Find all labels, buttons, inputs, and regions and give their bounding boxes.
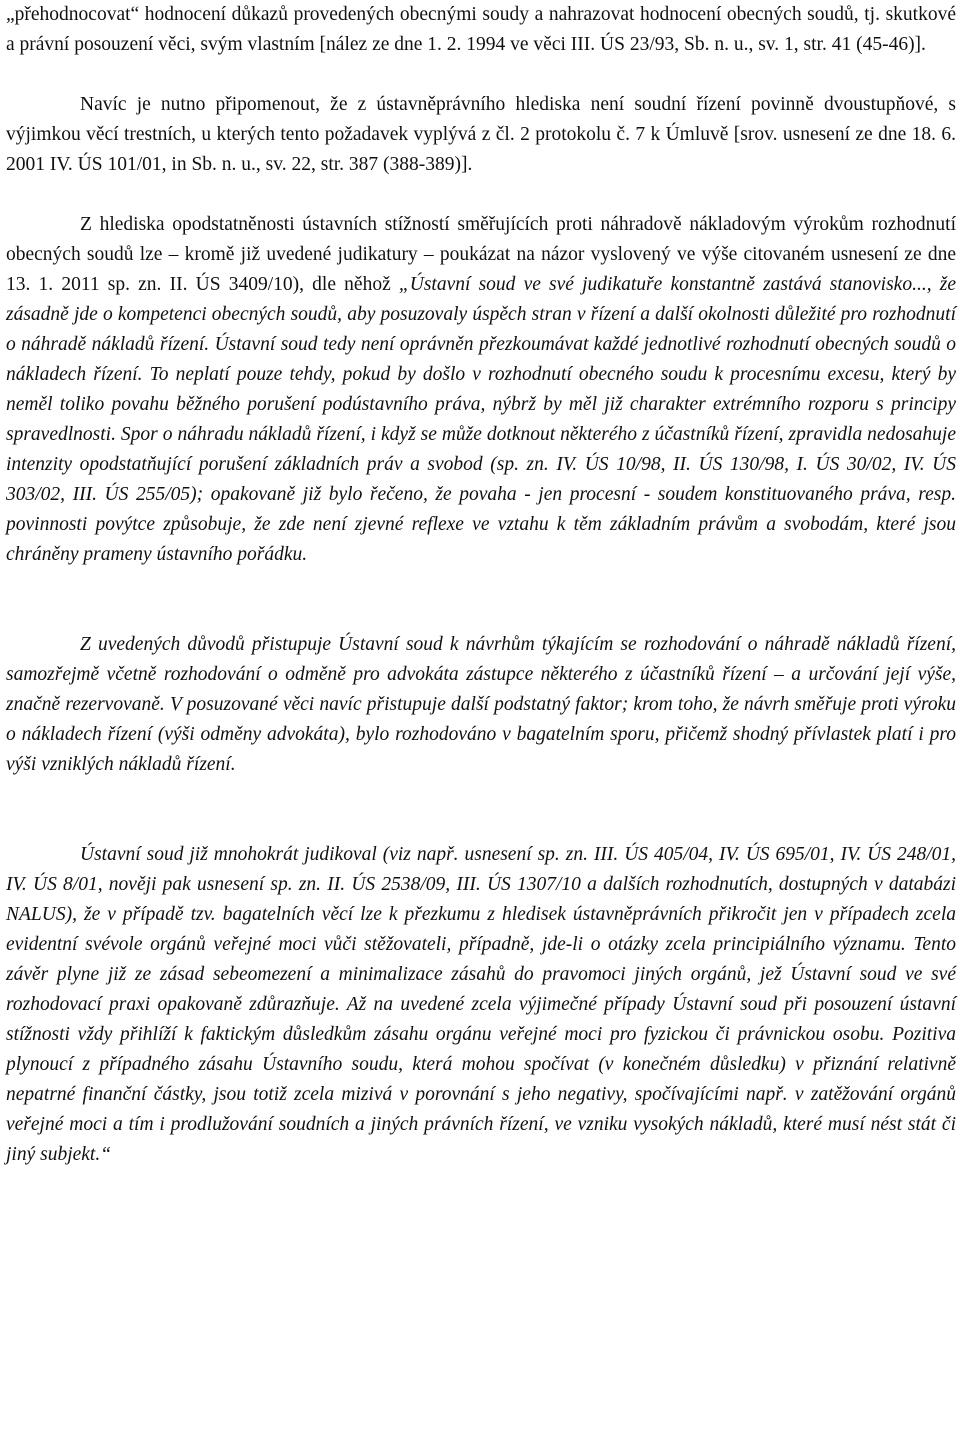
paragraph-2: Navíc je nutno připomenout, že z ústavněprávního hlediska není soudní řízení povinně dvoustupňové, s výjimkou věcí trestních, u kterých tento požadavek vyplývá z čl. 2 protokolu č. 7 k Úmluvě [srov. usnesení ze dne 18. 6. 2001 IV. ÚS 101/01, in Sb. n. u., sv. 22, str. 387 (388-389)].: [6, 94, 956, 175]
paragraph-3-text: Z hlediska opodstatněnosti ústavních stížností směřujících proti náhradově nákladovým výrokům rozhodnutí obecných soudů lze – kromě již uvedené judikatury – poukázat na názor vyslovený ve výše citovaném usnesení ze dne 13. 1. 2011 sp. zn. II. ÚS 3409/10), dle něhož: [6, 214, 956, 295]
document-page: [6, 0, 956, 1170]
paragraph-3: [6, 210, 956, 570]
paragraph-3-quote: „Ústavní soud ve své judikatuře konstantně zastává stanovisko..., že zásadně jde o kompetenci obecných soudů, aby posuzovaly úspěch stran v řízení a další okolnosti důležité pro rozhodnutí o náhradě nákladů řízení. Ústavní soud tedy není oprávněn přezkoumávat každé jednotlivé rozhodnutí obecných soudů o nákladech řízení. To neplatí pouze tehdy, pokud by došlo v rozhodnutí obecného soudu k procesnímu excesu, který by neměl toliko povahu běžného porušení podústavního práva, nýbrž by měl již charakter extrémního rozporu s principy spravedlnosti. Spor o náhradu nákladů řízení, i když se může dotknout některého z účastníků řízení, zpravidla nedosahuje intenzity opodstatňující porušení základních práv a svobod (sp. zn. IV. ÚS 10/98, II. ÚS 130/98, I. ÚS 30/02, IV. ÚS 303/02, III. ÚS 255/05); opakovaně již bylo řečeno, že povaha - jen procesní - soudem konstituovaného práva, resp. povinnosti povýtce způsobuje, že zde není zjevné reflexe ve vztahu k těm základním právům a svobodám, které jsou chráněny prameny ústavního pořádku.: [6, 274, 956, 565]
paragraph-1: „přehodnocovat“ hodnocení důkazů provedených obecnými soudy a nahrazovat hodnocení obecných soudů, tj. skutkové a právní posouzení věci, svým vlastním [nález ze dne 1. 2. 1994 ve věci III. ÚS 23/93, Sb. n. u., sv. 1, str. 41 (45-46)].: [6, 4, 956, 55]
paragraph-5: Ústavní soud již mnohokrát judikoval (viz např. usnesení sp. zn. III. ÚS 405/04, IV. ÚS 695/01, IV. ÚS 248/01, IV. ÚS 8/01, nověji pak usnesení sp. zn. II. ÚS 2538/09, III. ÚS 1307/10 a dalších rozhodnutích, dostupných v databázi NALUS), že v případě tzv. bagatelních věcí lze k přezkumu z hledisek ústavněprávních přikročit jen v případech zcela evidentní svévole orgánů veřejné moci vůči stěžovateli, případně, jde-li o otázky zcela principiálního významu. Tento závěr plyne již ze zásad sebeomezení a minimalizace zásahů do pravomoci jiných orgánů, jež Ústavní soud ve své rozhodovací praxi opakovaně zdůrazňuje. Až na uvedené zcela výjimečné případy Ústavní soud při posouzení ústavní stížnosti vždy přihlíží k faktickým důsledkům zásahu orgánu veřejné moci pro fyzickou či právnickou osobu. Pozitiva plynoucí z případného zásahu Ústavního soudu, která mohou spočívat (v konečném důsledku) v přiznání relativně nepatrné finanční částky, jsou totiž zcela mizivá v porovnání s jeho negativy, spočívajícími např. v zatěžování orgánů veřejné moci a tím i prodlužování soudních a jiných právních řízení, ve vzniku vysokých nákladů, které musí nést stát či jiný subjekt.“: [6, 844, 956, 1165]
paragraph-4: Z uvedených důvodů přistupuje Ústavní soud k návrhům týkajícím se rozhodování o náhradě nákladů řízení, samozřejmě včetně rozhodování o odměně pro advokáta zástupce některého z účastníků řízení – a určování její výše, značně rezervovaně. V posuzované věci navíc přistupuje další podstatný faktor; krom toho, že návrh směřuje proti výroku o nákladech řízení (výši odměny advokáta), bylo rozhodováno v bagatelním sporu, přičemž shodný přívlastek platí i pro výši vzniklých nákladů řízení.: [6, 634, 956, 775]
